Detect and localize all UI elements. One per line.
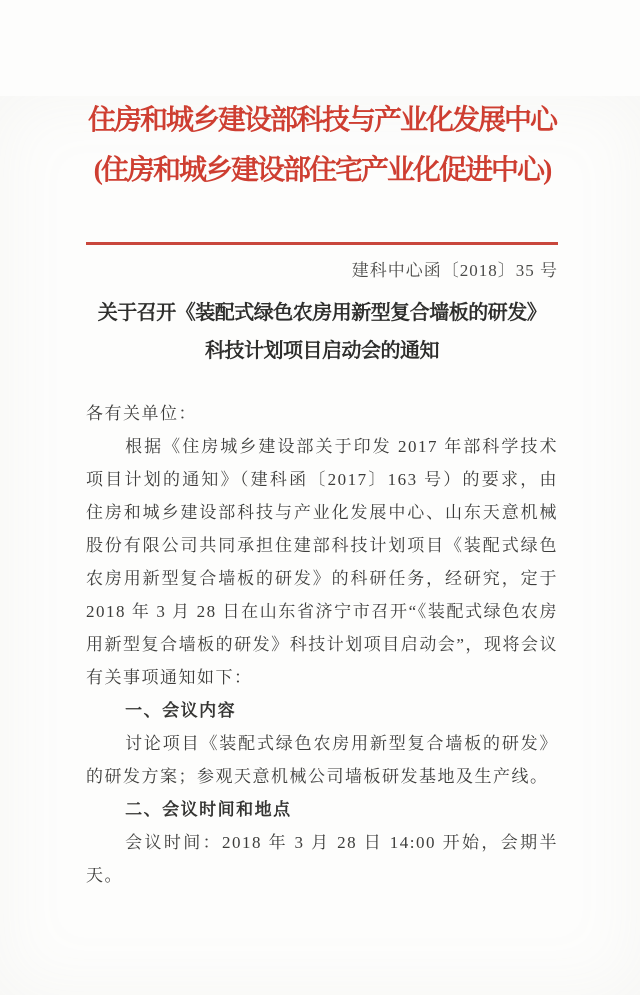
notice-title-line1: 关于召开《装配式绿色农房用新型复合墙板的研发》 <box>97 302 547 324</box>
meeting-time-paragraph: 会议时间：2018 年 3 月 28 日 14:00 开始，会期半天。 <box>86 833 558 885</box>
intro-paragraph: 根据《住房城乡建设部关于印发 2017 年部科学技术项目计划的通知》（建科函〔2017〕163 号）的要求，由住房和城乡建设部科技与产业化发展中心、山东天意机械股份有限公司共同承担住建部科技计划项目《装配式绿色农房用新型复合墙板的研发》的科研任务，经研究，定于 2018 年 3 月 28 日在山东省济宁市召开“《装配式绿色农房用新型复合墙板的研发》科技计划项目启动会”，现将会议有关事项通知如下： <box>86 437 558 687</box>
scanned-notice-document <box>0 96 640 995</box>
notice-body <box>86 397 558 892</box>
letterhead-title <box>86 96 558 196</box>
notice-title-line2: 科技计划项目启动会的通知 <box>205 340 439 362</box>
letterhead-line1: 住房和城乡建设部科技与产业化发展中心 <box>87 105 556 136</box>
salutation: 各有关单位： <box>86 404 197 423</box>
section-heading-1: 一、会议内容 <box>125 701 237 720</box>
page-container <box>0 96 640 995</box>
meeting-content-paragraph: 讨论项目《装配式绿色农房用新型复合墙板的研发》的研发方案；参观天意机械公司墙板研发基地及生产线。 <box>86 734 558 786</box>
document-number: 建科中心函〔2018〕35 号 <box>351 261 558 280</box>
red-divider-rule <box>86 242 558 245</box>
section-heading-2: 二、会议时间和地点 <box>125 800 292 819</box>
letterhead-line2: (住房和城乡建设部住宅产业化促进中心) <box>93 155 551 186</box>
notice-title <box>86 294 558 370</box>
